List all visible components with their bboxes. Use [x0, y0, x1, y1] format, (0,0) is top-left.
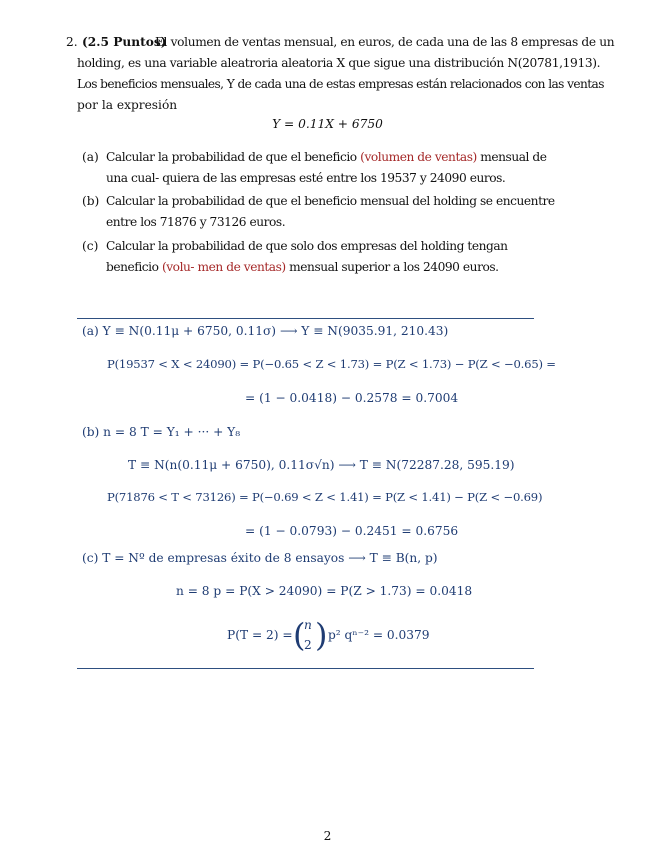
question-part-b — [82, 191, 562, 233]
part-a-text-cont: mensual de una cual- — [106, 150, 547, 185]
part-b-text-line2: los 71876 y 73126 euros. — [140, 215, 286, 229]
page-number: 2 — [323, 829, 332, 843]
part-b-label: (b) — [82, 194, 100, 208]
solution-c-binom-left: P(T = 2) = — [227, 628, 293, 642]
solution-a-line1: (a) Y ≡ N(0.11μ + 6750, 0.11σ) ⟶ Y ≡ N(9035.91, 210.43) — [82, 324, 449, 338]
part-a-red-text: (volumen de ventas) — [360, 150, 477, 164]
part-c-text-line2: mensual superior a los 24090 euros. — [289, 260, 499, 274]
question-intro-line2: holding, es una variable aleatroria aleatoria X que sigue una distribución N(20781,1913). — [77, 56, 601, 70]
binomial-right-paren: ) — [315, 616, 328, 654]
binomial-coefficient — [293, 614, 327, 658]
part-c-text: Calcular la probabilidad de que solo dos empresas del holding tengan beneficio — [106, 239, 508, 274]
question-part-a — [82, 147, 562, 189]
part-c-red-text: (volu- — [161, 260, 195, 274]
solution-bottom-rule — [77, 668, 534, 669]
solution-c-line2: n = 8 p = P(X > 24090) = P(Z > 1.73) = 0.0418 — [176, 584, 473, 598]
solution-a-line2: P(19537 < X < 24090) = P(−0.65 < Z < 1.73) = P(Z < 1.73) − P(Z < −0.65) = — [107, 357, 556, 371]
binomial-left-paren: ( — [293, 616, 306, 654]
part-c-red-text-cont: men de ventas) — [197, 260, 286, 274]
question-number: 2. — [66, 35, 78, 49]
part-a-text: Calcular la probabilidad de que el beneficio — [106, 150, 357, 164]
solution-b-line2: T ≡ N(n(0.11μ + 6750), 0.11σ√n) ⟶ T ≡ N(72287.28, 595.19) — [128, 458, 515, 472]
question-formula: Y = 0.11X + 6750 — [272, 117, 383, 131]
part-a-label: (a) — [82, 150, 99, 164]
question-intro-line3: Los beneficios mensuales, Y de cada una de estas empresas están relacionados con las ventas — [77, 77, 604, 91]
solution-b-line4: = (1 − 0.0793) − 0.2451 = 0.6756 — [245, 524, 459, 538]
solution-b-line3: P(71876 < T < 73126) = P(−0.69 < Z < 1.41) = P(Z < 1.41) − P(Z < −0.69) — [107, 490, 543, 504]
solution-c-line1: (c) T = Nº de empresas éxito de 8 ensayos ⟶ T ≡ B(n, p) — [82, 551, 438, 565]
question-intro-line4: por la expresión — [77, 98, 178, 112]
binomial-bottom: 2 — [304, 638, 312, 652]
solution-b-line1: (b) n = 8 T = Y₁ + ··· + Y₈ — [82, 425, 241, 439]
part-b-text: Calcular la probabilidad de que el beneficio mensual del holding se encuentre entre — [106, 194, 555, 229]
part-a-text-line2: quiera de las empresas esté entre los 19537 y 24090 euros. — [162, 171, 506, 185]
solution-c-binom-right: p² qⁿ⁻² = 0.0379 — [328, 628, 430, 642]
binomial-top: n — [304, 618, 312, 632]
solution-a-line3: = (1 − 0.0418) − 0.2578 = 0.7004 — [245, 391, 459, 405]
solution-top-rule — [77, 318, 534, 319]
part-c-label: (c) — [82, 239, 99, 253]
question-points: (2.5 Puntos) — [82, 35, 167, 49]
question-part-c — [82, 236, 562, 278]
question-intro-line1: El volumen de ventas mensual, en euros, de cada una de las 8 empresas de un — [155, 35, 615, 49]
